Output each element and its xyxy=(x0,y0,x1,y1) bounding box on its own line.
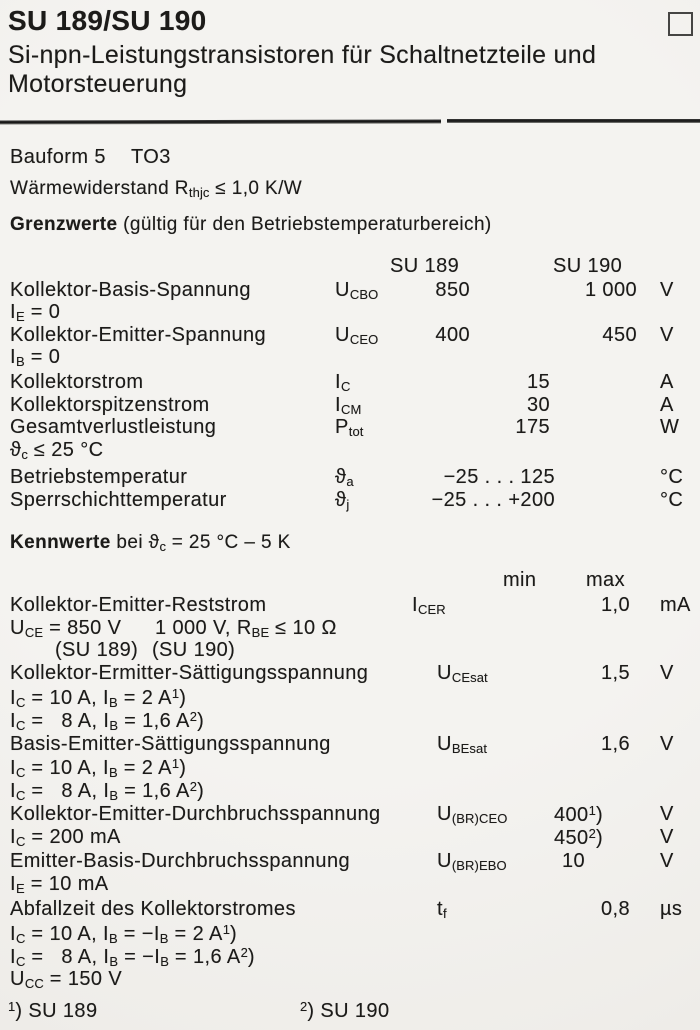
spec-condition: $I_E = 10$ mA xyxy=(10,873,109,896)
spec-row-name: Kollektor-Basis-Spannung xyxy=(10,279,251,301)
spec-value: −25 . . . 125 xyxy=(443,466,555,488)
spec-symbol: $U_{(BR)EBO}$ xyxy=(437,850,507,873)
spec-unit: V xyxy=(660,733,674,755)
table-row-condition xyxy=(0,922,700,945)
table-row xyxy=(0,594,700,617)
footnotes-row xyxy=(0,999,700,1022)
table-row xyxy=(0,416,700,439)
spec-unit: V xyxy=(660,803,674,825)
thermal-spec: Wärmewiderstand $R_{thjc} \le 1,0$ K/W xyxy=(10,178,303,200)
table-row-condition xyxy=(0,826,700,849)
spec-value-min: $400^1$) xyxy=(554,803,603,826)
table-row xyxy=(0,489,700,512)
table-row xyxy=(0,733,700,756)
corner-box-icon xyxy=(668,12,693,36)
spec-symbol: $ϑ_a$ xyxy=(335,466,354,489)
spec-row-name: Kollektor-Emitter-Spannung xyxy=(10,324,267,346)
spec-condition: $I_E = 0$ xyxy=(10,301,61,324)
table-row-condition xyxy=(0,779,700,802)
table-row-condition xyxy=(0,756,700,779)
spec-value-min: 10 xyxy=(561,850,585,872)
spec-symbol: $P_{tot}$ xyxy=(335,416,364,439)
table-row xyxy=(0,371,700,394)
table-row xyxy=(0,324,700,347)
spec-symbol: $U_{CBO}$ xyxy=(335,279,379,302)
kennwerte-heading-note: bei $ϑ_c = 25$ °C – 5 K xyxy=(110,532,291,554)
spec-unit: V xyxy=(660,850,674,872)
table-row-condition xyxy=(0,439,700,462)
spec-row-name: Emitter-Basis-Durchbruchsspannung xyxy=(10,850,351,872)
spec-symbol: $U_{BEsat}$ xyxy=(437,733,488,756)
spec-condition: $I_B = 0$ xyxy=(10,346,61,369)
spec-value: −25 . . . +200 xyxy=(431,489,555,511)
table-row xyxy=(0,394,700,417)
spec-condition: $I_C = 10$ A, $I_B = -I_B = 2$ $A^1$) xyxy=(10,922,238,946)
spec-value-min: $450^2$) xyxy=(554,826,603,849)
table-row-condition xyxy=(0,639,700,662)
spec-condition: $U_{CC} = 150$ V xyxy=(10,968,123,991)
spec-row-name: Kollektorspitzenstrom xyxy=(10,394,210,416)
spec-unit: V xyxy=(660,662,674,684)
footnote-2: $^2$) SU 190 xyxy=(300,999,390,1022)
spec-condition: $U_{CE} = 850$ V xyxy=(10,617,122,640)
spec-value-su189: 400 xyxy=(435,324,470,346)
spec-value-su190: 1 000 xyxy=(584,279,637,301)
spec-unit: mA xyxy=(660,594,691,616)
table-row-condition xyxy=(0,301,700,324)
table-row-condition xyxy=(0,709,700,732)
spec-symbol: $U_{(BR)CEO}$ xyxy=(437,803,508,826)
spec-condition: $I_C = 10$ A, $I_B = 2$ $A^1$) xyxy=(10,756,187,780)
table-row xyxy=(0,466,700,489)
section-heading-kennwerte xyxy=(10,532,291,554)
spec-unit: A xyxy=(660,394,674,416)
spec-unit: V xyxy=(660,826,674,848)
column-header-su190: SU 190 xyxy=(553,255,623,277)
spec-symbol: $ϑ_j$ xyxy=(335,489,350,512)
table-row-condition xyxy=(0,873,700,896)
header-rule-right xyxy=(447,119,700,123)
spec-value-su190: 450 xyxy=(602,324,637,346)
table-row xyxy=(0,898,700,921)
spec-value-max: 0,8 xyxy=(600,898,630,920)
spec-condition: $I_C = 200$ mA xyxy=(10,826,121,849)
spec-symbol: $t_f$ xyxy=(437,898,447,921)
table-row-condition xyxy=(0,686,700,709)
bauform-label: Bauform 5 xyxy=(10,146,106,168)
spec-value-max: 1,6 xyxy=(600,733,630,755)
spec-condition: $I_C = 8$ A, $I_B = 1,6$ $A^2$) xyxy=(10,779,205,803)
kennwerte-column-headers xyxy=(0,569,700,592)
spec-value-max: 1,0 xyxy=(600,594,630,616)
spec-condition: (SU 189) xyxy=(55,639,139,661)
grenzwerte-heading-note: (gültig für den Betriebstemperaturbereich) xyxy=(117,214,492,235)
spec-unit: V xyxy=(660,279,674,301)
table-row-condition xyxy=(0,945,700,968)
spec-row-name: Kollektorstrom xyxy=(10,371,144,393)
spec-unit: µs xyxy=(660,898,683,920)
spec-value: 175 xyxy=(515,416,550,438)
spec-value: 30 xyxy=(526,394,550,416)
spec-unit: W xyxy=(660,416,680,438)
spec-value-max: 1,5 xyxy=(600,662,630,684)
spec-symbol: $I_{CM}$ xyxy=(335,394,362,417)
spec-unit: °C xyxy=(660,466,684,488)
table-row xyxy=(0,850,700,873)
table-row xyxy=(0,279,700,302)
column-header-min: min xyxy=(503,569,537,591)
bauform-row xyxy=(0,146,700,169)
spec-value-su189: 850 xyxy=(435,279,470,301)
spec-symbol: $U_{CEsat}$ xyxy=(437,662,488,685)
spec-symbol: $I_{CER}$ xyxy=(412,594,446,617)
spec-condition: (SU 190) xyxy=(152,639,236,661)
spec-symbol: $I_C$ xyxy=(335,371,351,394)
spec-row-name: Basis-Emitter-Sättigungsspannung xyxy=(10,733,331,755)
spec-condition: $I_C = 8$ A, $I_B = -I_B = 1,6$ $A^2$) xyxy=(10,945,255,969)
kennwerte-heading-bold: Kennwerte xyxy=(10,532,111,553)
section-heading-grenzwerte xyxy=(10,214,492,236)
header-rule-left xyxy=(0,120,441,125)
spec-row-name: Betriebstemperatur xyxy=(10,466,188,488)
spec-value: 15 xyxy=(526,371,550,393)
footnote-1: $^1$) SU 189 xyxy=(8,999,98,1022)
spec-row-name: Sperrschichttemperatur xyxy=(10,489,227,511)
grenzwerte-heading-bold: Grenzwerte xyxy=(10,214,118,235)
spec-row-name: Kollektor-Ermitter-Sättigungsspannung xyxy=(10,662,369,684)
spec-unit: A xyxy=(660,371,674,393)
table-row-condition xyxy=(0,617,700,640)
table-row xyxy=(0,803,700,826)
spec-unit: V xyxy=(660,324,674,346)
spec-row-name: Gesamtverlustleistung xyxy=(10,416,217,438)
table-row-condition xyxy=(0,968,700,991)
spec-row-name: Kollektor-Emitter-Durchbruchsspannung xyxy=(10,803,381,825)
column-header-su189: SU 189 xyxy=(390,255,460,277)
spec-row-name: Kollektor-Emitter-Reststrom xyxy=(10,594,267,616)
column-header-max: max xyxy=(586,569,625,591)
spec-unit: °C xyxy=(660,489,684,511)
page-title: SU 189/SU 190 xyxy=(8,5,207,36)
table-row xyxy=(0,662,700,685)
spec-condition: 1 000 V, $R_{BE} \le 10$ Ω xyxy=(155,617,337,640)
spec-symbol: $U_{CEO}$ xyxy=(335,324,379,347)
spec-row-name: Abfallzeit des Kollektorstromes xyxy=(10,898,296,920)
grenzwerte-column-headers xyxy=(0,255,700,278)
bauform-value: TO3 xyxy=(131,146,171,168)
table-row-condition xyxy=(0,346,700,369)
spec-condition: $I_C = 10$ A, $I_B = 2$ $A^1$) xyxy=(10,686,187,710)
spec-condition: $I_C = 8$ A, $I_B = 1,6$ $A^2$) xyxy=(10,709,205,733)
document-subtitle: Si-npn-Leistungstransistoren für Schaltnetzteile und Motorsteuerung xyxy=(8,41,597,98)
spec-condition: $ϑ_c \le 25$ °C xyxy=(10,439,104,462)
